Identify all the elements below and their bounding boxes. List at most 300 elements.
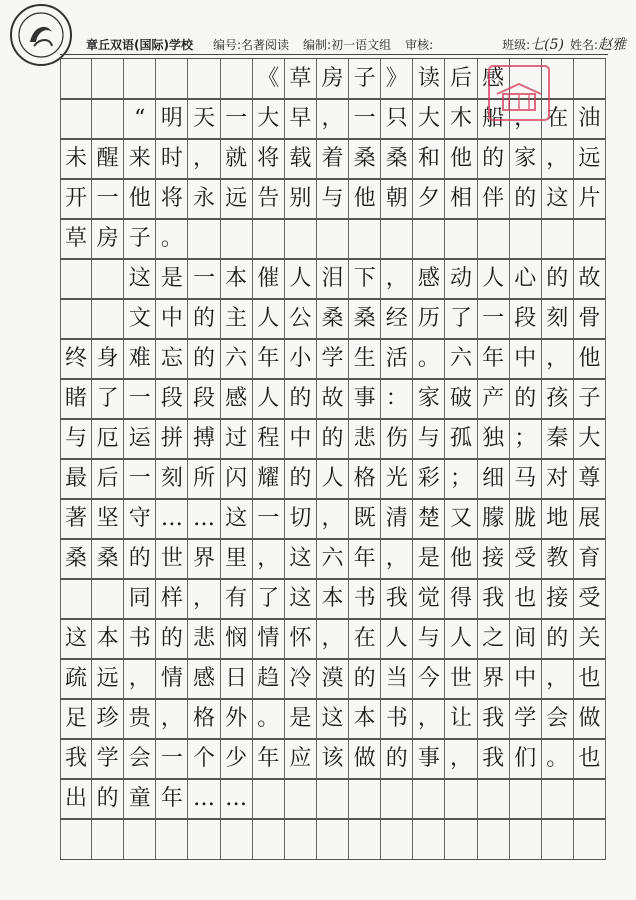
grid-cell: 感	[188, 659, 220, 699]
grid-cell: 年	[253, 339, 285, 379]
grid-cell	[574, 59, 606, 99]
grid-row	[60, 578, 606, 620]
grid-cell: 年	[253, 739, 285, 779]
grid-cell: 这	[542, 179, 574, 219]
grid-cell: 一	[156, 739, 188, 779]
grid-row	[60, 218, 606, 260]
grid-cell: 朦	[478, 499, 510, 539]
grid-cell: 夕	[413, 179, 445, 219]
grid-cell: 坚	[92, 499, 124, 539]
grid-cell: 书	[124, 619, 156, 659]
grid-cell: 运	[124, 419, 156, 459]
grid-cell: 受	[510, 539, 542, 579]
grid-cell: ，	[124, 659, 156, 699]
grid-cell	[285, 779, 317, 819]
grid-cell	[60, 299, 92, 339]
grid-cell	[445, 219, 477, 259]
grid-cell: 的	[317, 419, 349, 459]
grid-cell: 人	[478, 259, 510, 299]
grid-cell: 我	[478, 699, 510, 739]
grid-cell: 的	[510, 379, 542, 419]
grid-row	[60, 258, 606, 300]
grid-cell	[221, 59, 253, 99]
grid-cell: 个	[188, 739, 220, 779]
grid-cell	[381, 819, 413, 859]
grid-cell: 房	[317, 59, 349, 99]
grid-cell: 里	[221, 539, 253, 579]
grid-row	[60, 178, 606, 220]
grid-cell: 伴	[478, 179, 510, 219]
grid-cell: ，	[542, 139, 574, 179]
grid-cell: 远	[574, 139, 606, 179]
grid-cell: 子	[574, 379, 606, 419]
grid-cell: 孩	[542, 379, 574, 419]
grid-cell: 最	[60, 459, 92, 499]
grid-cell: 难	[124, 339, 156, 379]
grid-cell: 睹	[60, 379, 92, 419]
grid-cell: 与	[60, 419, 92, 459]
grid-cell: 年	[349, 539, 381, 579]
grid-cell: 细	[478, 459, 510, 499]
grid-cell	[156, 59, 188, 99]
grid-cell: 感	[413, 259, 445, 299]
grid-cell: 的	[124, 539, 156, 579]
grid-cell: 心	[510, 259, 542, 299]
grid-cell: 地	[542, 499, 574, 539]
grid-cell: 就	[221, 139, 253, 179]
grid-cell	[413, 819, 445, 859]
grid-cell: 会	[542, 699, 574, 739]
grid-cell: 相	[445, 179, 477, 219]
grid-cell: 们	[510, 739, 542, 779]
grid-cell: 著	[60, 499, 92, 539]
grid-row	[60, 538, 606, 580]
grid-cell	[60, 99, 92, 139]
grid-cell: 将	[253, 139, 285, 179]
grid-cell: 秦	[542, 419, 574, 459]
grid-cell: 我	[478, 579, 510, 619]
grid-cell: 明	[156, 99, 188, 139]
grid-cell: 接	[542, 579, 574, 619]
grid-cell: 读	[413, 59, 445, 99]
grid-cell	[221, 219, 253, 259]
grid-cell: 人	[317, 459, 349, 499]
grid-cell: 冷	[285, 659, 317, 699]
grid-cell	[60, 59, 92, 99]
grid-cell: 接	[478, 539, 510, 579]
grid-cell: 将	[156, 179, 188, 219]
grid-cell: 尊	[574, 459, 606, 499]
grid-cell: 觉	[413, 579, 445, 619]
grid-row	[60, 618, 606, 660]
grid-cell: 人	[253, 299, 285, 339]
grid-cell: 他	[349, 179, 381, 219]
grid-row	[60, 138, 606, 180]
grid-cell: 了	[253, 579, 285, 619]
grid-cell: 的	[542, 619, 574, 659]
grid-cell: 本	[221, 259, 253, 299]
grid-cell: 的	[510, 179, 542, 219]
grid-cell: 书	[349, 579, 381, 619]
grid-cell: 一	[478, 299, 510, 339]
grid-cell: 刻	[156, 459, 188, 499]
grid-row	[60, 498, 606, 540]
grid-cell: 动	[445, 259, 477, 299]
grid-cell	[221, 819, 253, 859]
grid-cell: 情	[156, 659, 188, 699]
grid-cell: 后	[92, 459, 124, 499]
grid-cell: 年	[478, 339, 510, 379]
grid-cell: 拼	[156, 419, 188, 459]
grid-cell: 间	[510, 619, 542, 659]
grid-cell: 该	[317, 739, 349, 779]
grid-cell: 桑	[317, 299, 349, 339]
grid-cell: 历	[413, 299, 445, 339]
grid-cell: 家	[510, 139, 542, 179]
grid-cell	[381, 219, 413, 259]
grid-cell: 切	[285, 499, 317, 539]
grid-cell: 我	[478, 739, 510, 779]
grid-cell: 既	[349, 499, 381, 539]
grid-cell: 界	[478, 659, 510, 699]
grid-cell: 》	[381, 59, 413, 99]
grid-cell: 耀	[253, 459, 285, 499]
grid-cell	[60, 579, 92, 619]
grid-cell: 世	[156, 539, 188, 579]
grid-cell	[542, 779, 574, 819]
grid-cell: 伤	[381, 419, 413, 459]
grid-cell: 一	[253, 499, 285, 539]
grid-cell	[188, 819, 220, 859]
grid-cell: 桑	[349, 139, 381, 179]
grid-row	[60, 778, 606, 820]
grid-cell: 别	[285, 179, 317, 219]
grid-cell	[478, 779, 510, 819]
grid-row	[60, 338, 606, 380]
grid-cell: 今	[413, 659, 445, 699]
grid-cell	[92, 579, 124, 619]
grid-cell: 感	[478, 59, 510, 99]
grid-cell: 书	[381, 699, 413, 739]
grid-cell	[510, 779, 542, 819]
grid-cell: 独	[478, 419, 510, 459]
class-value: 七(5)	[530, 37, 564, 53]
grid-cell: 小	[285, 339, 317, 379]
grid-cell: 文	[124, 299, 156, 339]
grid-cell: 悲	[188, 619, 220, 659]
grid-cell: 永	[188, 179, 220, 219]
grid-cell: 天	[188, 99, 220, 139]
grid-cell: 大	[574, 419, 606, 459]
grid-cell: 大	[253, 99, 285, 139]
grid-cell: 过	[221, 419, 253, 459]
grid-cell	[542, 819, 574, 859]
grid-cell	[253, 779, 285, 819]
grid-cell: 远	[92, 659, 124, 699]
grid-cell: 草	[285, 59, 317, 99]
grid-cell: 中	[510, 659, 542, 699]
grid-cell: …	[156, 499, 188, 539]
grid-cell: 的	[156, 619, 188, 659]
grid-cell: 教	[542, 539, 574, 579]
grid-cell: 他	[445, 539, 477, 579]
grid-cell: 段	[510, 299, 542, 339]
grid-cell: 童	[124, 779, 156, 819]
grid-cell: 人	[445, 619, 477, 659]
grid-cell: ，	[188, 579, 220, 619]
grid-cell: 贵	[124, 699, 156, 739]
grid-cell: 这	[60, 619, 92, 659]
grid-cell: ，	[253, 539, 285, 579]
grid-cell: 做	[349, 739, 381, 779]
grid-cell: 的	[285, 459, 317, 499]
grid-cell: 桑	[60, 539, 92, 579]
number-value: 名著阅读	[241, 37, 290, 52]
grid-cell: 破	[445, 379, 477, 419]
grid-cell: 催	[253, 259, 285, 299]
grid-cell: 六	[317, 539, 349, 579]
grid-cell: 趋	[253, 659, 285, 699]
grid-cell	[92, 99, 124, 139]
grid-cell: 段	[188, 379, 220, 419]
grid-cell: 来	[124, 139, 156, 179]
grid-cell: 子	[124, 219, 156, 259]
grid-cell	[413, 779, 445, 819]
grid-cell: 程	[253, 419, 285, 459]
grid-cell: 《	[253, 59, 285, 99]
grid-cell: 大	[413, 99, 445, 139]
grid-cell: 厄	[92, 419, 124, 459]
grid-cell: 六	[445, 339, 477, 379]
grid-cell	[60, 259, 92, 299]
grid-cell: 这	[221, 499, 253, 539]
grid-cell: 六	[221, 339, 253, 379]
grid-cell: 人	[253, 379, 285, 419]
grid-cell: 骨	[574, 299, 606, 339]
grid-cell: 当	[381, 659, 413, 699]
grid-cell: 桑	[381, 139, 413, 179]
grid-cell: 片	[574, 179, 606, 219]
school-name: 章丘双语(国际)学校	[86, 37, 193, 52]
grid-cell	[542, 219, 574, 259]
grid-cell: 公	[285, 299, 317, 339]
grid-cell	[349, 219, 381, 259]
grid-cell	[574, 219, 606, 259]
grid-cell: 孤	[445, 419, 477, 459]
grid-cell: 这	[317, 699, 349, 739]
grid-cell: 一	[188, 259, 220, 299]
grid-cell: 让	[445, 699, 477, 739]
grid-cell: 守	[124, 499, 156, 539]
editor-label: 编制:	[303, 37, 332, 52]
grid-cell: 一	[124, 379, 156, 419]
grid-cell: 悯	[221, 619, 253, 659]
grid-cell: 外	[221, 699, 253, 739]
grid-cell: 油	[574, 99, 606, 139]
grid-cell: 也	[574, 739, 606, 779]
grid-cell: 一	[124, 459, 156, 499]
grid-cell: 朝	[381, 179, 413, 219]
grid-cell: 故	[317, 379, 349, 419]
grid-cell: 感	[221, 379, 253, 419]
grid-cell: 是	[285, 699, 317, 739]
grid-cell: ；	[510, 419, 542, 459]
grid-cell: 疏	[60, 659, 92, 699]
grid-row	[60, 818, 606, 860]
grid-cell: 。	[156, 219, 188, 259]
grid-cell: 终	[60, 339, 92, 379]
grid-cell	[478, 819, 510, 859]
grid-cell: 应	[285, 739, 317, 779]
grid-cell: 所	[188, 459, 220, 499]
grid-row	[60, 738, 606, 780]
grid-cell: 只	[381, 99, 413, 139]
grid-cell	[413, 219, 445, 259]
grid-cell: 格	[349, 459, 381, 499]
grid-cell	[317, 779, 349, 819]
grid-cell: 家	[413, 379, 445, 419]
grid-cell: 经	[381, 299, 413, 339]
grid-cell	[188, 59, 220, 99]
grid-cell	[317, 819, 349, 859]
grid-cell: 人	[381, 619, 413, 659]
grid-cell: 是	[156, 259, 188, 299]
grid-cell: 的	[381, 739, 413, 779]
grid-cell: 了	[445, 299, 477, 339]
review-label: 审核:	[405, 37, 434, 52]
grid-cell: 漠	[317, 659, 349, 699]
grid-cell: 也	[510, 579, 542, 619]
grading-stamp-icon	[487, 64, 551, 122]
grid-cell: 事	[349, 379, 381, 419]
grid-cell: 马	[510, 459, 542, 499]
grid-cell: 载	[285, 139, 317, 179]
grid-cell: 本	[317, 579, 349, 619]
grid-cell: 一	[92, 179, 124, 219]
grid-cell: 桑	[349, 299, 381, 339]
grid-cell: 。	[542, 739, 574, 779]
grid-cell: 主	[221, 299, 253, 339]
grid-cell	[574, 779, 606, 819]
grid-cell	[124, 819, 156, 859]
grid-cell	[478, 219, 510, 259]
grid-cell: 受	[574, 579, 606, 619]
grid-cell: 学	[510, 699, 542, 739]
editor-value: 初一语文组	[331, 37, 392, 52]
class-label: 班级:	[502, 37, 531, 52]
grid-cell: 刻	[542, 299, 574, 339]
grid-cell: 之	[478, 619, 510, 659]
worksheet-header	[86, 34, 626, 54]
grid-cell	[510, 219, 542, 259]
grid-cell: 关	[574, 619, 606, 659]
grid-cell: 这	[124, 259, 156, 299]
grid-cell	[156, 819, 188, 859]
grid-cell: ，	[156, 699, 188, 739]
grid-cell: 下	[349, 259, 381, 299]
grid-cell: 开	[60, 179, 92, 219]
grid-cell: 这	[285, 579, 317, 619]
grid-cell: 楚	[413, 499, 445, 539]
grid-cell	[445, 779, 477, 819]
grid-cell: 也	[574, 659, 606, 699]
grid-cell: 他	[445, 139, 477, 179]
grid-cell: 会	[124, 739, 156, 779]
grid-cell: 怀	[285, 619, 317, 659]
grid-cell: 草	[60, 219, 92, 259]
grid-cell: 闪	[221, 459, 253, 499]
grid-cell	[574, 819, 606, 859]
grid-cell: ，	[317, 99, 349, 139]
grid-cell: ，	[188, 139, 220, 179]
grid-cell	[60, 819, 92, 859]
grid-cell: ，	[445, 739, 477, 779]
grid-cell: 是	[413, 539, 445, 579]
grid-cell: 故	[574, 259, 606, 299]
grid-row	[60, 698, 606, 740]
grid-cell: 房	[92, 219, 124, 259]
grid-cell: 船	[478, 99, 510, 139]
grid-cell: ，	[381, 539, 413, 579]
grid-cell	[92, 59, 124, 99]
grid-cell: 一	[349, 99, 381, 139]
grid-cell: 我	[381, 579, 413, 619]
grid-cell: 足	[60, 699, 92, 739]
student-name: 赵雅	[598, 37, 626, 53]
grid-cell: ，	[381, 259, 413, 299]
grid-cell: 格	[188, 699, 220, 739]
grid-cell: 的	[285, 379, 317, 419]
writing-grid	[60, 58, 606, 858]
name-label: 姓名:	[569, 37, 598, 52]
grid-cell: 日	[221, 659, 253, 699]
grid-cell: 着	[317, 139, 349, 179]
grid-cell: 悲	[349, 419, 381, 459]
grid-cell: ，	[317, 499, 349, 539]
grid-cell: 未	[60, 139, 92, 179]
grid-cell	[124, 59, 156, 99]
grid-cell: 和	[413, 139, 445, 179]
grid-cell: 这	[285, 539, 317, 579]
grid-cell	[188, 219, 220, 259]
grid-cell: 少	[221, 739, 253, 779]
grid-cell: 忘	[156, 339, 188, 379]
grid-cell	[253, 819, 285, 859]
grid-cell: 的	[478, 139, 510, 179]
grid-cell: 清	[381, 499, 413, 539]
grid-cell: 段	[156, 379, 188, 419]
grid-cell: ，	[542, 659, 574, 699]
grid-cell: 人	[285, 259, 317, 299]
grid-cell: 得	[445, 579, 477, 619]
grid-cell: 的	[349, 659, 381, 699]
grid-cell: …	[188, 499, 220, 539]
header-rule	[60, 54, 608, 55]
grid-cell: ；	[445, 459, 477, 499]
grid-cell: 远	[221, 179, 253, 219]
grid-cell: 子	[349, 59, 381, 99]
grid-cell: 后	[445, 59, 477, 99]
grid-cell: 搏	[188, 419, 220, 459]
grid-cell: ：	[381, 379, 413, 419]
grid-cell: 育	[574, 539, 606, 579]
grid-cell	[510, 819, 542, 859]
grid-cell: 产	[478, 379, 510, 419]
grid-cell: 展	[574, 499, 606, 539]
grid-cell: 时	[156, 139, 188, 179]
grid-row	[60, 418, 606, 460]
grid-cell: 学	[92, 739, 124, 779]
